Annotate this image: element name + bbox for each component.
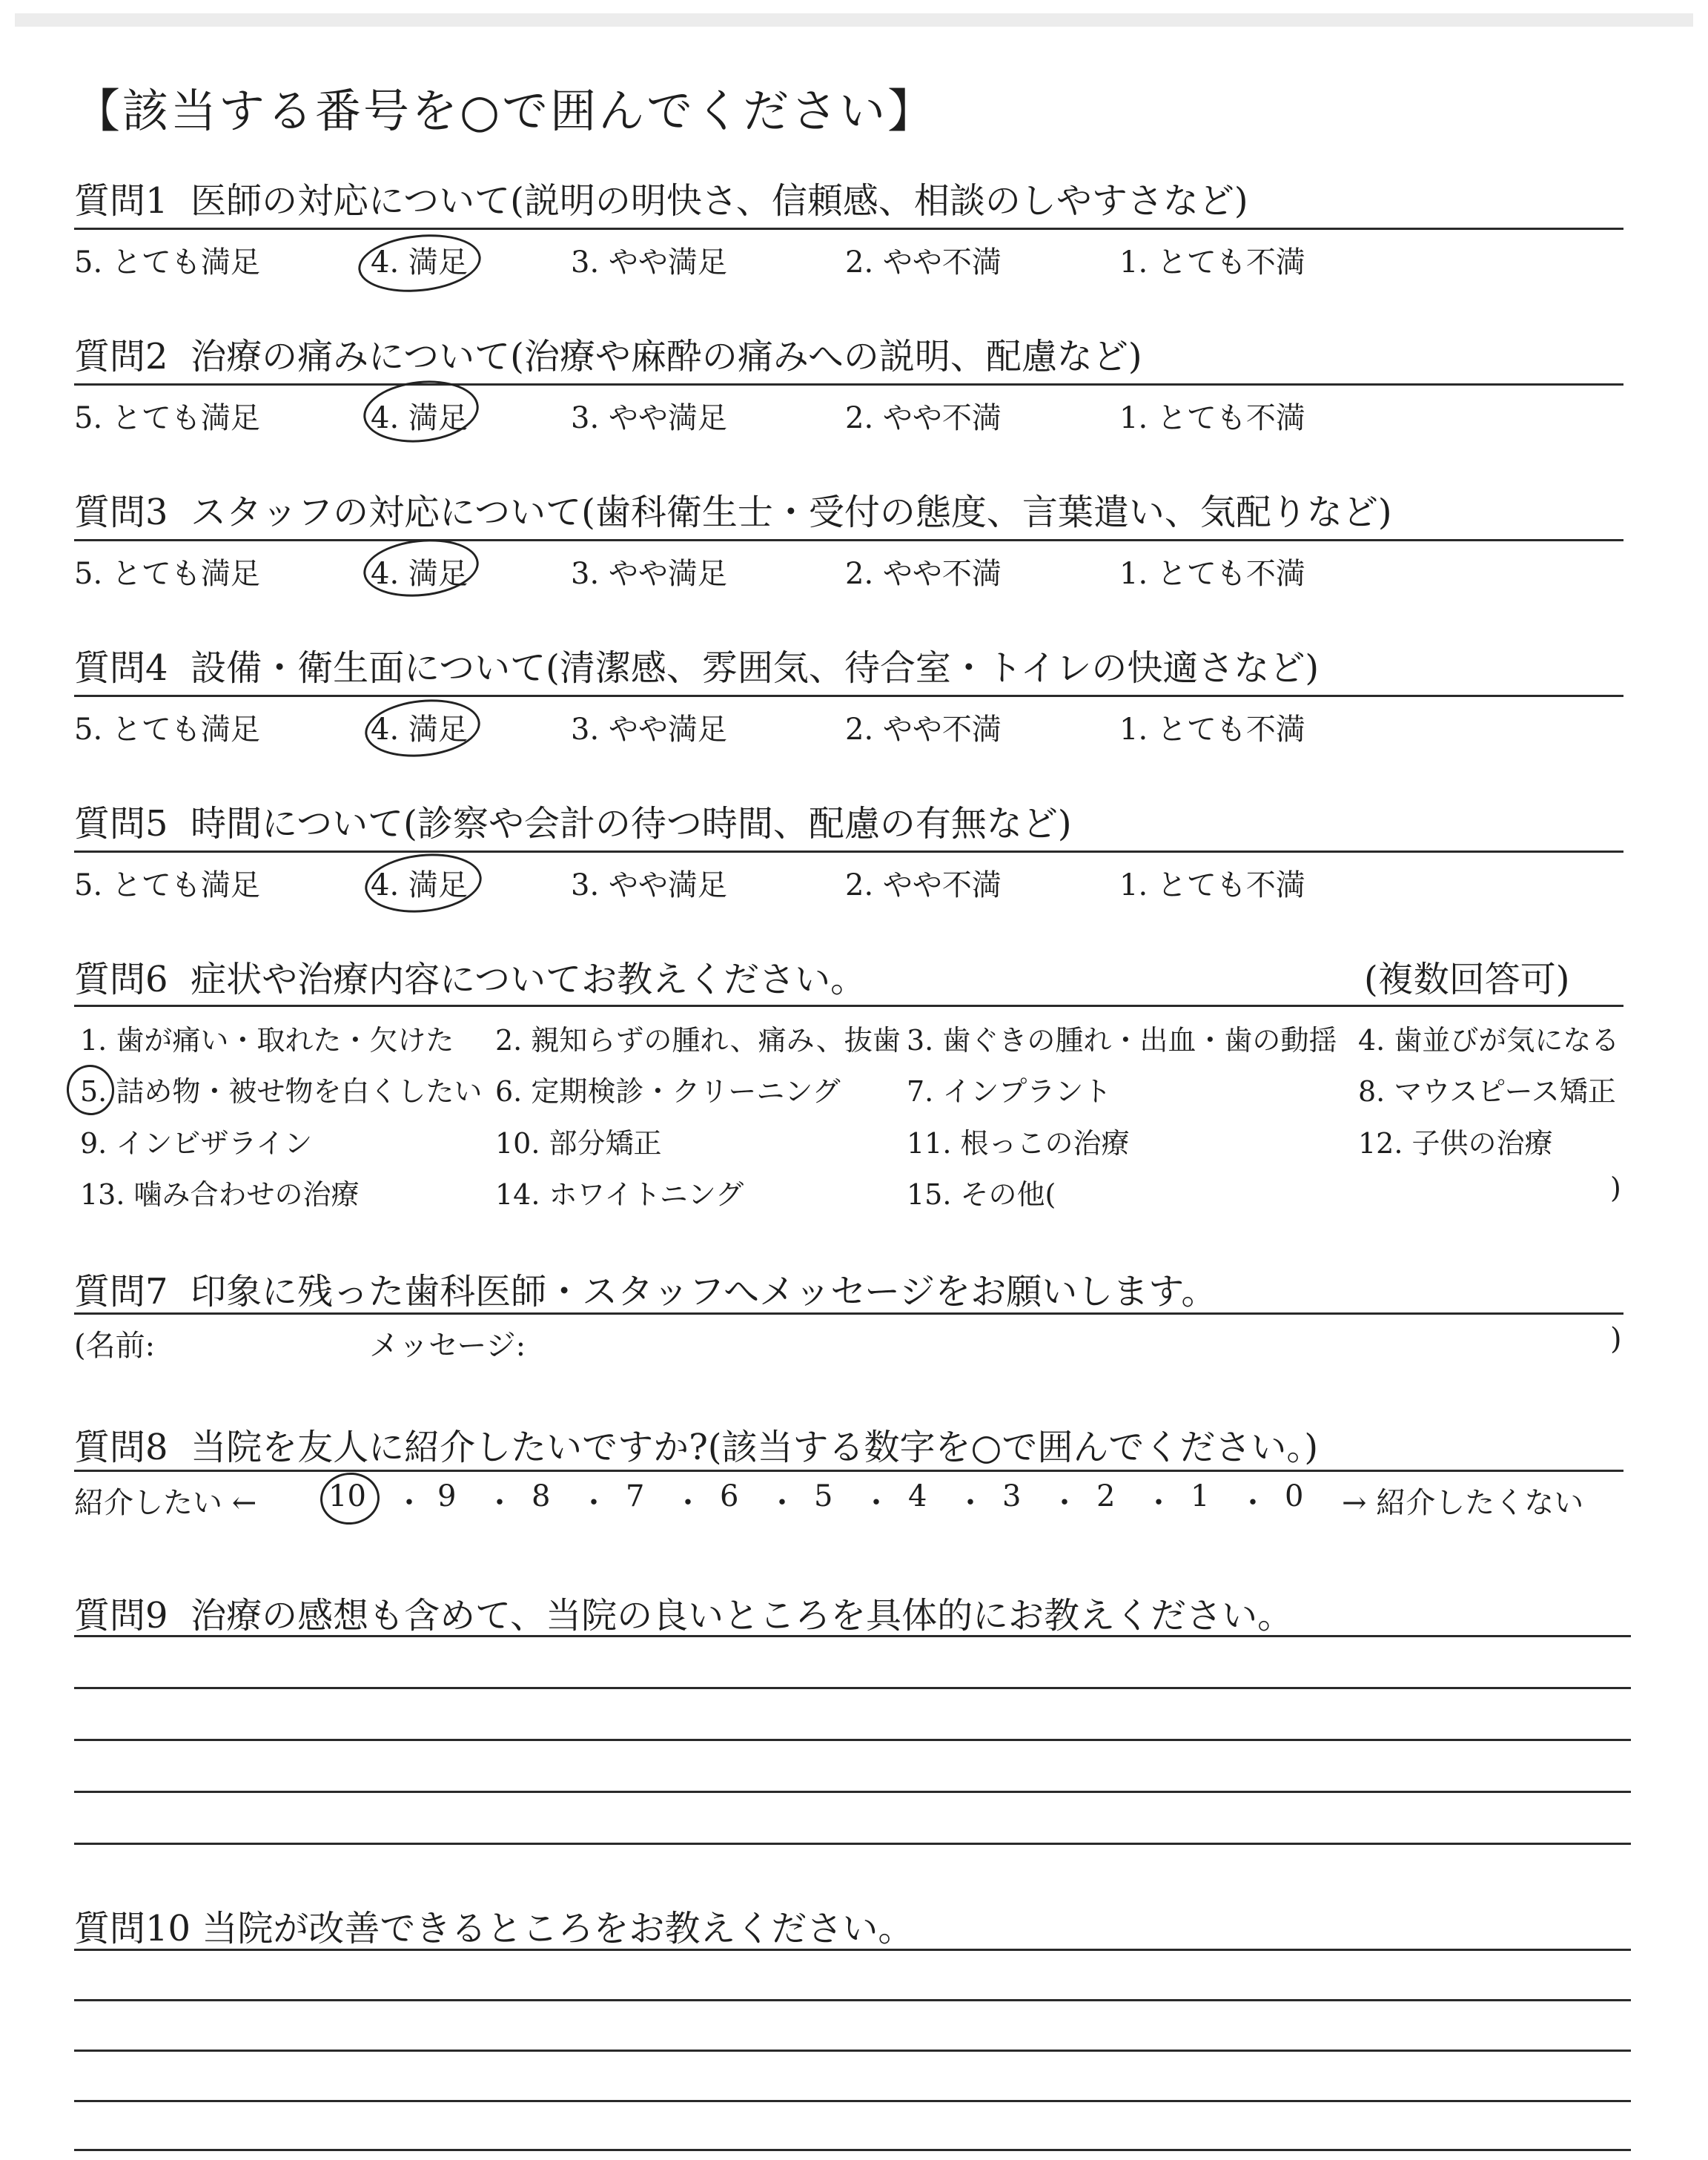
q1-option-5[interactable]: 5. とても満足 (74, 245, 260, 280)
question-3-rule (74, 539, 1623, 541)
q6-option-9[interactable]: 9. インビザライン (80, 1127, 313, 1160)
q1-option-3[interactable]: 3. やや満足 (571, 245, 727, 280)
q8-scale-10[interactable]: 10 (328, 1479, 366, 1513)
q6-option-3[interactable]: 3. 歯ぐきの腫れ・出血・歯の動揺 (907, 1024, 1337, 1057)
q8-dot: ・ (579, 1486, 609, 1520)
question-8-rule (74, 1470, 1623, 1472)
question-label: 質問5 (74, 803, 168, 845)
question-2 (74, 328, 1142, 379)
q10-answer-line[interactable] (74, 1949, 1631, 1951)
question-7-rule (74, 1312, 1623, 1315)
q8-dot: ・ (1050, 1486, 1079, 1520)
q8-scale-5[interactable]: 5 (814, 1479, 833, 1513)
q8-dot: ・ (394, 1486, 424, 1520)
q4-option-2[interactable]: 2. やや不満 (845, 713, 1002, 747)
q6-option-4[interactable]: 4. 歯並びが気になる (1358, 1024, 1620, 1057)
q9-answer-line[interactable] (74, 1635, 1631, 1637)
question-label: 質問9 (74, 1595, 168, 1636)
q2-option-5[interactable]: 5. とても満足 (74, 401, 260, 435)
q9-answer-line[interactable] (74, 1687, 1631, 1689)
q3-option-1[interactable]: 1. とても不満 (1119, 557, 1305, 591)
q8-scale-7[interactable]: 7 (626, 1479, 645, 1513)
q5-option-5[interactable]: 5. とても満足 (74, 868, 260, 902)
q6-option-10[interactable]: 10. 部分矯正 (495, 1127, 662, 1160)
question-label: 質問8 (74, 1427, 168, 1468)
q6-option-5[interactable]: 5. 詰め物・被せ物を白くしたい (80, 1075, 483, 1108)
question-text: 治療の感想も含めて、当院の良いところを具体的にお教えください。 (191, 1595, 1294, 1636)
question-text: 医師の対応について(説明の明快さ、信頼感、相談のしやすさなど) (191, 180, 1248, 222)
question-label: 質問6 (74, 959, 168, 1000)
q6-option-15[interactable]: 15. その他( (907, 1178, 1056, 1211)
q6-other-close-paren: ) (1610, 1172, 1621, 1204)
multiple-answer-note: (複数回答可) (1364, 959, 1570, 1000)
q8-scale-4[interactable]: 4 (908, 1479, 927, 1513)
question-4 (74, 639, 1319, 690)
q8-dot: ・ (956, 1486, 985, 1520)
q6-option-1[interactable]: 1. 歯が痛い・取れた・欠けた (80, 1024, 454, 1057)
q1-option-2[interactable]: 2. やや不満 (845, 245, 1002, 280)
q8-dot: ・ (1238, 1486, 1268, 1520)
q2-option-3[interactable]: 3. やや満足 (571, 401, 727, 435)
question-1-rule (74, 228, 1623, 230)
q8-scale-3[interactable]: 3 (1002, 1479, 1022, 1513)
q7-close-paren: ) (1610, 1322, 1622, 1356)
question-3 (74, 483, 1392, 535)
question-5-rule (74, 851, 1623, 853)
q6-option-14[interactable]: 14. ホワイトニング (495, 1178, 744, 1211)
question-text: 時間について(診察や会計の待つ時間、配慮の有無など) (191, 803, 1072, 845)
question-6 (74, 951, 866, 1002)
q6-option-2[interactable]: 2. 親知らずの腫れ、痛み、抜歯 (495, 1024, 901, 1057)
q8-left-label: 紹介したい ← (74, 1486, 257, 1520)
q10-answer-line[interactable] (74, 2100, 1631, 2102)
q10-answer-line[interactable] (74, 1999, 1631, 2001)
question-2-rule (74, 383, 1623, 386)
q3-option-5[interactable]: 5. とても満足 (74, 557, 260, 591)
question-text: 当院を友人に紹介したいですか?(該当する数字を○で囲んでください。) (191, 1427, 1319, 1468)
q1-option-4[interactable]: 4. 満足 (371, 245, 468, 280)
q9-answer-line[interactable] (74, 1739, 1631, 1741)
q4-option-1[interactable]: 1. とても不満 (1119, 713, 1305, 747)
question-4-rule (74, 695, 1623, 697)
q8-dot: ・ (861, 1486, 891, 1520)
q3-option-4[interactable]: 4. 満足 (371, 557, 468, 591)
q5-selected-circle (362, 848, 484, 918)
question-text: 症状や治療内容についてお教えください。 (191, 959, 867, 1000)
scan-top-edge (15, 13, 1693, 27)
question-text: スタッフの対応について(歯科衛生士・受付の態度、言葉遣い、気配りなど) (191, 492, 1392, 533)
question-7 (74, 1263, 1217, 1314)
q1-option-1[interactable]: 1. とても不満 (1119, 245, 1305, 280)
q4-option-3[interactable]: 3. やや満足 (571, 713, 727, 747)
q4-selected-circle (362, 694, 483, 762)
q5-option-3[interactable]: 3. やや満足 (571, 868, 727, 902)
q6-option-8[interactable]: 8. マウスピース矯正 (1358, 1075, 1616, 1108)
question-text: 設備・衛生面について(清潔感、雰囲気、待合室・トイレの快適さなど) (191, 647, 1320, 689)
q2-selected-circle (360, 375, 482, 448)
question-label: 質問7 (74, 1271, 168, 1312)
q6-option-13[interactable]: 13. 噛み合わせの治療 (80, 1178, 360, 1211)
q9-answer-line[interactable] (74, 1843, 1631, 1845)
question-label: 質問3 (74, 492, 168, 533)
q5-option-2[interactable]: 2. やや不満 (845, 868, 1002, 902)
question-label: 質問10 (74, 1908, 191, 1949)
q7-name-label: (名前: (74, 1329, 156, 1363)
question-8 (74, 1418, 1318, 1470)
q2-option-2[interactable]: 2. やや不満 (845, 401, 1002, 435)
q6-option-6[interactable]: 6. 定期検診・クリーニング (495, 1075, 841, 1108)
q5-option-4[interactable]: 4. 満足 (371, 868, 468, 902)
question-1 (74, 172, 1248, 223)
q2-option-1[interactable]: 1. とても不満 (1119, 401, 1305, 435)
q2-option-4[interactable]: 4. 満足 (371, 401, 468, 435)
q8-scale-1[interactable]: 1 (1191, 1479, 1210, 1513)
question-label: 質問4 (74, 647, 168, 689)
q4-option-5[interactable]: 5. とても満足 (74, 713, 260, 747)
question-9 (74, 1587, 1293, 1638)
q8-scale-0[interactable]: 0 (1285, 1479, 1304, 1513)
q8-scale-6[interactable]: 6 (720, 1479, 739, 1513)
form-instruction-title: 【該当する番号を○で囲んでください】 (74, 84, 936, 138)
q7-message-label: メッセージ: (369, 1329, 526, 1363)
question-label: 質問2 (74, 336, 168, 377)
q4-option-4[interactable]: 4. 満足 (371, 713, 468, 747)
question-6-rule (74, 1005, 1623, 1007)
q8-dot: ・ (1144, 1486, 1174, 1520)
q8-scale-8[interactable]: 8 (532, 1479, 551, 1513)
question-10 (74, 1900, 913, 1951)
q8-dot: ・ (767, 1486, 797, 1520)
question-text: 印象に残った歯科医師・スタッフへメッセージをお願いします。 (191, 1271, 1217, 1312)
q6-option-7[interactable]: 7. インプラント (907, 1075, 1112, 1108)
q8-dot: ・ (673, 1486, 703, 1520)
question-text: 治療の痛みについて(治療や麻酔の痛みへの説明、配慮など) (191, 336, 1142, 377)
question-label: 質問1 (74, 180, 168, 222)
q8-selected-circle (318, 1470, 383, 1527)
q6-option-12[interactable]: 12. 子供の治療 (1358, 1127, 1553, 1160)
q8-scale-9[interactable]: 9 (437, 1479, 457, 1513)
question-text: 当院が改善できるところをお教えください。 (202, 1908, 914, 1949)
q10-answer-line[interactable] (74, 2149, 1631, 2151)
q3-option-3[interactable]: 3. やや満足 (571, 557, 727, 591)
question-5 (74, 795, 1072, 846)
q5-option-1[interactable]: 1. とても不満 (1119, 868, 1305, 902)
q6-option-11[interactable]: 11. 根っこの治療 (907, 1127, 1130, 1160)
q8-right-label: → 紹介したくない (1342, 1486, 1584, 1520)
q10-answer-line[interactable] (74, 2050, 1631, 2052)
q8-scale-2[interactable]: 2 (1096, 1479, 1116, 1513)
q8-dot: ・ (485, 1486, 514, 1520)
q3-option-2[interactable]: 2. やや不満 (845, 557, 1002, 591)
q9-answer-line[interactable] (74, 1791, 1631, 1793)
